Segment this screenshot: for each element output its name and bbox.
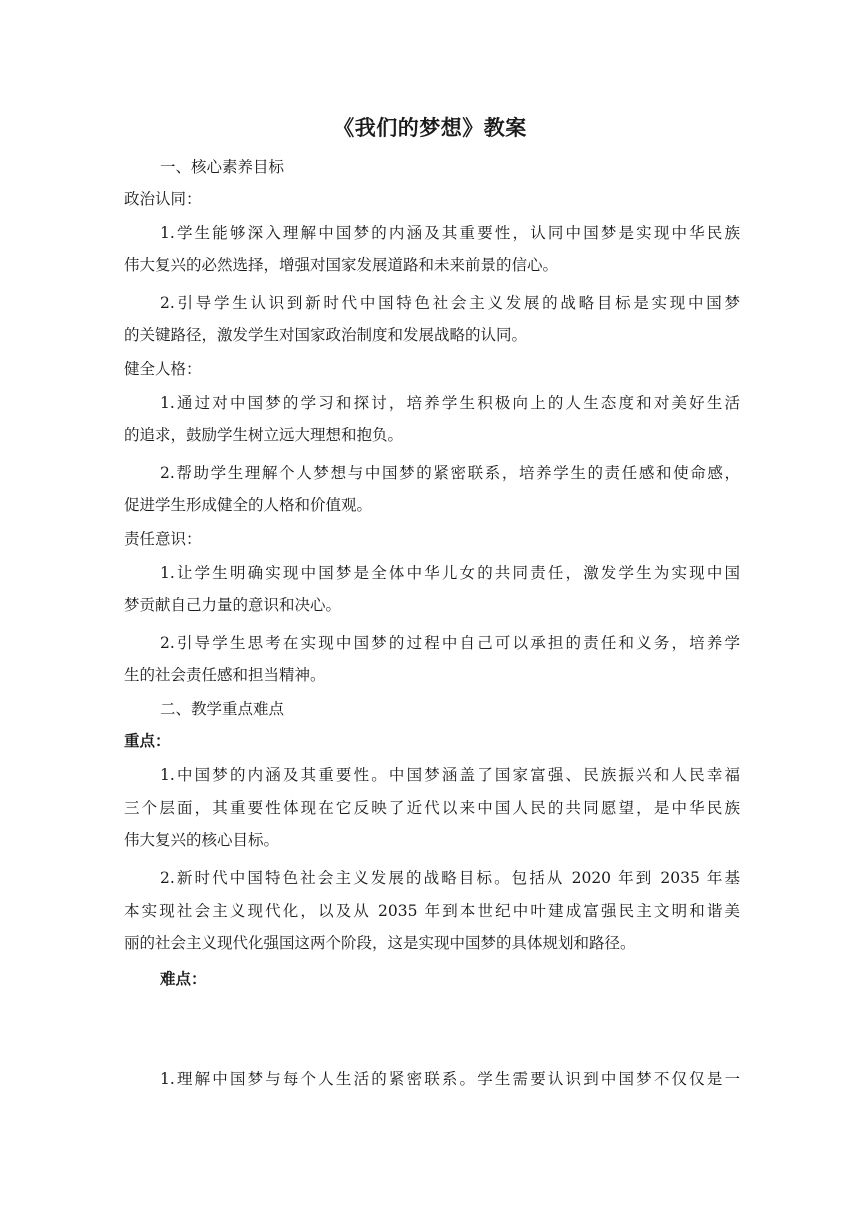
paragraph-line: 丽的社会主义现代化强国这两个阶段，这是实现中国梦的具体规划和路径。 [124,934,636,952]
paragraph-line: 2.新时代中国特色社会主义发展的战略目标。包括从 2020 年到 2035 年基 [160,869,740,887]
paragraph-line: 2.引导学生思考在实现中国梦的过程中自己可以承担的责任和义务，培养学 [160,634,740,652]
paragraph-line: 1.理解中国梦与每个人生活的紧密联系。学生需要认识到中国梦不仅仅是一 [160,1070,740,1088]
paragraph-line: 三个层面，其重要性体现在它反映了近代以来中国人民的共同愿望，是中华民族 [124,799,740,817]
paragraph-line: 伟大复兴的核心目标。 [124,831,280,849]
paragraph-line: 促进学生形成健全的人格和价值观。 [124,496,373,514]
paragraph-line: 梦贡献自己力量的意识和决心。 [124,596,342,614]
paragraph-line: 1.通过对中国梦的学习和探讨，培养学生积极向上的人生态度和对美好生活 [160,394,740,412]
document-title: 《我们的梦想》教案 [333,116,527,140]
subheading-difficulties: 难点： [160,970,207,988]
subheading-personality: 健全人格： [124,360,202,378]
subheading-responsibility: 责任意识： [124,530,202,548]
paragraph-line: 的追求，鼓励学生树立远大理想和抱负。 [124,426,404,444]
section-heading-1: 一、核心素养目标 [160,158,285,176]
paragraph-line: 的关键路径，激发学生对国家政治制度和发展战略的认同。 [124,326,528,344]
subheading-key-points: 重点： [124,732,171,750]
paragraph-line: 2.帮助学生理解个人梦想与中国梦的紧密联系，培养学生的责任感和使命感， [160,464,740,482]
paragraph-line: 伟大复兴的必然选择，增强对国家发展道路和未来前景的信心。 [124,256,559,274]
paragraph-line: 1.学生能够深入理解中国梦的内涵及其重要性，认同中国梦是实现中华民族 [160,224,740,242]
paragraph-line: 1.中国梦的内涵及其重要性。中国梦涵盖了国家富强、民族振兴和人民幸福 [160,766,740,784]
paragraph-line: 1.让学生明确实现中国梦是全体中华儿女的共同责任，激发学生为实现中国 [160,564,740,582]
paragraph-line: 生的社会责任感和担当精神。 [124,666,326,684]
paragraph-line: 2.引导学生认识到新时代中国特色社会主义发展的战略目标是实现中国梦 [160,294,740,312]
paragraph-line: 本实现社会主义现代化，以及从 2035 年到本世纪中叶建成富强民主文明和谐美 [124,902,740,920]
section-heading-2: 二、教学重点难点 [160,700,285,718]
subheading-political: 政治认同： [124,190,202,208]
